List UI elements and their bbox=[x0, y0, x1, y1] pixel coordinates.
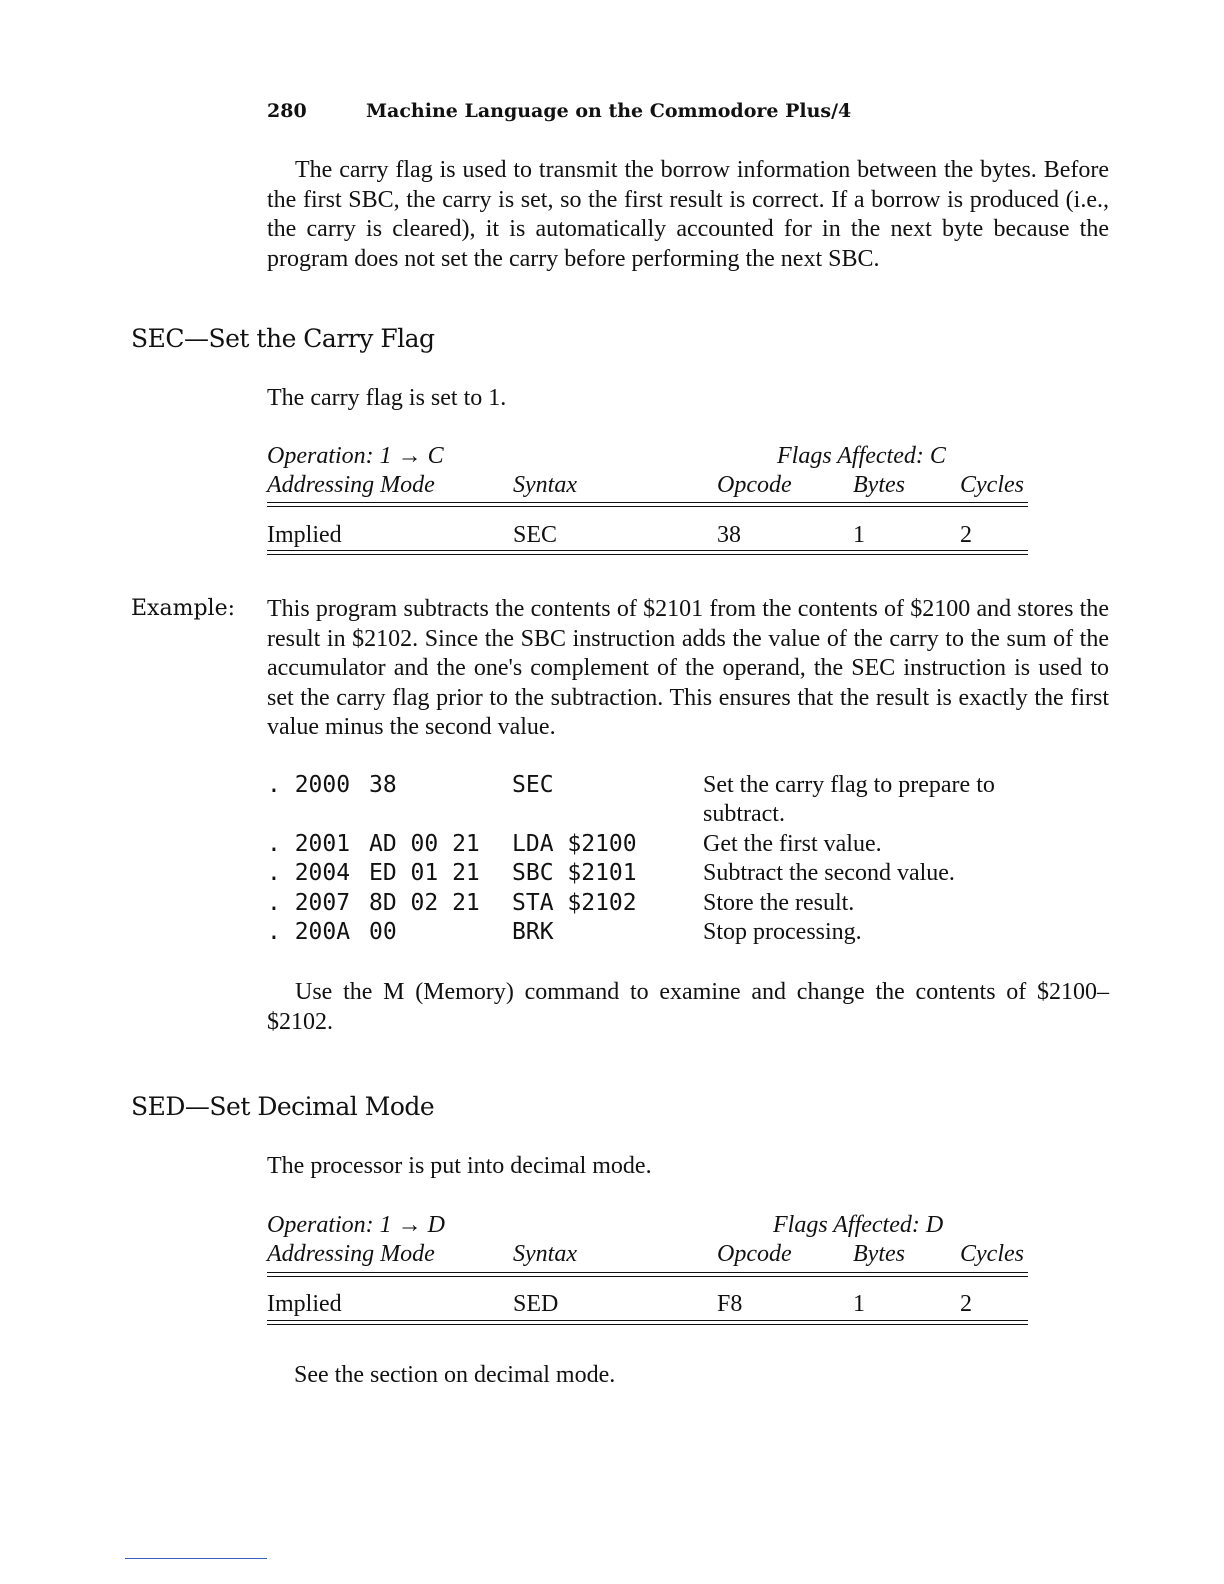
col-header: Syntax bbox=[513, 472, 577, 498]
sed-description: The processor is put into decimal mode. bbox=[267, 1153, 652, 1179]
comment: Subtract the second value. bbox=[703, 860, 955, 886]
address: . 2001 bbox=[267, 831, 351, 857]
sed-note: See the section on decimal mode. bbox=[294, 1362, 616, 1388]
table-cell: SED bbox=[513, 1291, 559, 1317]
sec-note bbox=[267, 978, 1109, 1037]
comment: Get the first value. bbox=[703, 831, 882, 857]
table-cell: SEC bbox=[513, 522, 558, 548]
instruction: STA $2102 bbox=[512, 890, 637, 916]
operation: Operation: 1 → D bbox=[267, 1212, 445, 1238]
table-cell: 2 bbox=[960, 522, 972, 548]
comment: Store the result. bbox=[703, 890, 855, 916]
divider bbox=[267, 550, 1028, 555]
divider bbox=[267, 1272, 1028, 1277]
intro-paragraph bbox=[267, 156, 1109, 274]
address: . 2000 bbox=[267, 772, 351, 798]
col-header: Cycles bbox=[960, 1241, 1024, 1267]
bytes: 38 bbox=[369, 772, 397, 798]
section-title-sec: SEC—Set the Carry Flag bbox=[131, 324, 435, 353]
col-header: Bytes bbox=[853, 472, 905, 498]
col-header: Addressing Mode bbox=[267, 1241, 435, 1267]
flags-affected: Flags Affected: C bbox=[777, 443, 946, 469]
footnote-rule bbox=[125, 1558, 267, 1559]
divider bbox=[267, 1320, 1028, 1325]
section-title-sed: SED—Set Decimal Mode bbox=[131, 1092, 435, 1121]
sec-opcode-table bbox=[267, 443, 1028, 563]
table-cell: Implied bbox=[267, 1291, 342, 1317]
bytes: 00 bbox=[369, 919, 397, 945]
col-header: Bytes bbox=[853, 1241, 905, 1267]
bytes: ED 01 21 bbox=[369, 860, 480, 886]
instruction: SEC bbox=[512, 772, 554, 798]
bytes: 8D 02 21 bbox=[369, 890, 480, 916]
sed-opcode-table bbox=[267, 1212, 1028, 1332]
operation: Operation: 1 → C bbox=[267, 443, 444, 469]
note-text: Use the M (Memory) command to examine and change the contents of $2100–$2102. bbox=[267, 979, 1109, 1035]
intro-text: The carry flag is used to transmit the borrow information between the bytes. Before the first SBC, the carry is set, so the first result is correct. If a borrow is produced (i.e., the carry is cleared), it is automatically accounted for in the next byte because the program does not set the carry before performing the next SBC. bbox=[267, 157, 1109, 272]
table-cell: 1 bbox=[853, 1291, 865, 1317]
comment: subtract. bbox=[703, 801, 785, 827]
address: . 200A bbox=[267, 919, 351, 945]
col-header: Syntax bbox=[513, 1241, 577, 1267]
bytes: AD 00 21 bbox=[369, 831, 480, 857]
table-cell: Implied bbox=[267, 522, 342, 548]
col-header: Addressing Mode bbox=[267, 472, 435, 498]
instruction: SBC $2101 bbox=[512, 860, 637, 886]
table-cell: F8 bbox=[717, 1291, 743, 1317]
comment: Set the carry flag to prepare to bbox=[703, 772, 995, 798]
sec-description: The carry flag is set to 1. bbox=[267, 385, 507, 411]
address: . 2007 bbox=[267, 890, 351, 916]
comment: Stop processing. bbox=[703, 919, 862, 945]
table-cell: 1 bbox=[853, 522, 865, 548]
col-header: Opcode bbox=[717, 472, 792, 498]
page-number: 280 bbox=[267, 100, 307, 122]
col-header: Opcode bbox=[717, 1241, 792, 1267]
table-cell: 2 bbox=[960, 1291, 972, 1317]
running-title: Machine Language on the Commodore Plus/4 bbox=[366, 100, 852, 122]
instruction: BRK bbox=[512, 919, 554, 945]
table-cell: 38 bbox=[717, 522, 741, 548]
example-label: Example: bbox=[131, 596, 235, 621]
flags-affected: Flags Affected: D bbox=[773, 1212, 944, 1238]
col-header: Cycles bbox=[960, 472, 1024, 498]
divider bbox=[267, 502, 1028, 507]
example-text: This program subtracts the contents of $2101 from the contents of $2100 and stores the result in $2102. Since the SBC instruction adds the value of the carry to the sum of the accumulator and the one's complement of the operand, the SEC instruction is used to set the carry flag prior to the subtraction. This ensures that the result is exactly the first value minus the second value. bbox=[267, 596, 1109, 740]
address: . 2004 bbox=[267, 860, 351, 886]
instruction: LDA $2100 bbox=[512, 831, 637, 857]
